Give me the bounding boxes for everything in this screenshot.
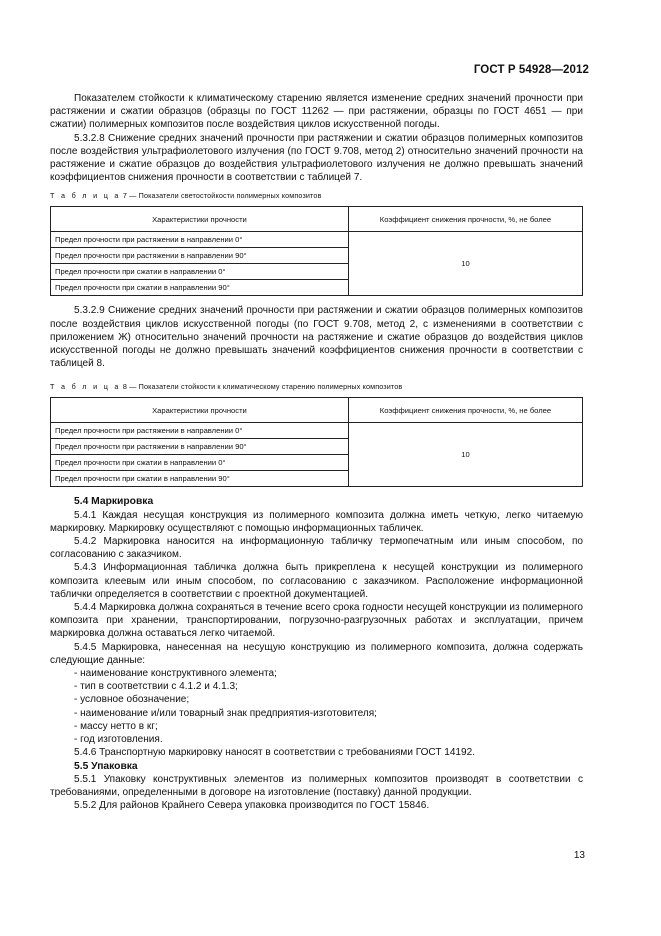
paragraph-5-3-2-9: 5.3.2.9 Снижение средних значений прочности при растяжении и сжатии образцов полимерных композитов после воздействия циклов искусственной погоды (по ГОСТ 9.708, метод 2, с изменениями в соответствии с приложением Ж) относительно значений прочности на растяжение и сжатие образцов до воздействия циклов искусственной погоды не должно превышать значений коэффициентов снижения прочности в соответствии с таблицей 8. [50, 305, 583, 370]
table-cell: Предел прочности при сжатии в направлении 90° [51, 471, 349, 487]
paragraph-5-4-3: 5.4.3 Информационная табличка должна быть прикреплена к несущей конструкции из полимерного композита клеевым или иным способом, по согласованию с заказчиком. Расположение информационной таблички определяется в соответствии с проектной документацией. [50, 562, 583, 600]
paragraph-5-3-2-8: 5.3.2.8 Снижение средних значений прочности при растяжении и сжатии образцов полимерных композитов после воздействия ультрафиолетового излучения (по ГОСТ 9.708, метод 2) относительно значений прочности на растяжение и сжатие образцов до воздействия ультрафиолетового излучения не должно превышать значений коэффициентов снижения прочности в соответствии с таблицей 7. [50, 132, 583, 184]
paragraph-5-5-1: 5.5.1 Упаковку конструктивных элементов из полимерных композитов производят в соответствии с требованиями, определенными в договоре на изготовление (поставку) данной продукции. [50, 773, 583, 798]
column-header: Коэффициент снижения прочности, %, не более [348, 398, 582, 423]
column-header: Характеристики прочности [51, 398, 349, 423]
table-cell: Предел прочности при растяжении в направлении 90° [51, 248, 349, 264]
column-header: Характеристики прочности [51, 207, 349, 232]
table-row [51, 232, 583, 248]
table-8 [50, 397, 583, 487]
caption-prefix: Т а б л и ц а [50, 191, 121, 201]
table-cell: Предел прочности при сжатии в направлении 0° [51, 455, 349, 471]
table-value-cell: 10 [348, 232, 582, 296]
table-value-cell: 10 [348, 423, 582, 487]
table-7 [50, 206, 583, 296]
table-7-caption [50, 191, 583, 200]
list-item: - год изготовления. [74, 734, 163, 746]
table-header-row [51, 207, 583, 232]
list-item: - условное обозначение; [74, 694, 190, 706]
table-cell: Предел прочности при сжатии в направлении 90° [51, 280, 349, 296]
caption-text: 8 — Показатели стойкости к климатическому старению полимерных композитов [120, 382, 403, 392]
list-item: - наименование конструктивного элемента; [74, 668, 277, 680]
list-item: - массу нетто в кг; [74, 720, 158, 732]
paragraph-5-4-5: 5.4.5 Маркировка, нанесенная на несущую конструкцию из полимерного композита, должна содержать следующие данные: [50, 641, 583, 666]
paragraph-5-4-1: 5.4.1 Каждая несущая конструкция из полимерного композита должна иметь четкую, легко читаемую маркировку. Маркировку осуществляют с помощью информационных табличек. [50, 509, 583, 534]
table-row [51, 423, 583, 439]
list-item: - тип в соответствии с 4.1.2 и 4.1.3; [74, 681, 238, 693]
paragraph-5-4-2: 5.4.2 Маркировка наносится на информационную табличку термопечатным или иным способом, по согласованию с заказчиком. [50, 536, 583, 561]
page-number: 13 [573, 850, 585, 861]
caption-text: 7 — Показатели светостойкости полимерных композитов [120, 191, 322, 201]
section-heading-5-5: 5.5 Упаковка [74, 760, 138, 772]
paragraph-5-4-4: 5.4.4 Маркировка должна сохраняться в течение всего срока годности несущей конструкции из полимерного композита при хранении, транспортировании, погрузочно-разгрузочных работах и эксплуатации, причем маркировка должна оставаться легко читаемой. [50, 602, 583, 640]
paragraph-5-5-2: 5.5.2 Для районов Крайнего Севера упаковка производится по ГОСТ 15846. [74, 800, 430, 812]
table-cell: Предел прочности при сжатии в направлении 0° [51, 264, 349, 280]
column-header: Коэффициент снижения прочности, %, не более [348, 207, 582, 232]
table-cell: Предел прочности при растяжении в направлении 90° [51, 439, 349, 455]
page-content [50, 92, 583, 812]
section-heading-5-4: 5.4 Маркировка [74, 496, 154, 508]
table-8-caption [50, 382, 583, 391]
paragraph: Показателем стойкости к климатическому старению является изменение средних значений прочности при растяжении и сжатии образцов (образцы по ГОСТ 11262 — при растяжении, образцы по ГОСТ 4651 — при сжатии) полимерных композитов после воздействия циклов искусственной погоды. [50, 93, 583, 131]
table-cell: Предел прочности при растяжении в направлении 0° [51, 232, 349, 248]
table-cell: Предел прочности при растяжении в направлении 0° [51, 423, 349, 439]
document-header: ГОСТ Р 54928—2012 [473, 64, 589, 76]
caption-prefix: Т а б л и ц а [50, 382, 121, 392]
paragraph-5-4-6: 5.4.6 Транспортную маркировку наносят в соответствии с требованиями ГОСТ 14192. [74, 747, 475, 759]
table-header-row [51, 398, 583, 423]
list-item: - наименование и/или товарный знак предприятия-изготовителя; [74, 707, 377, 719]
